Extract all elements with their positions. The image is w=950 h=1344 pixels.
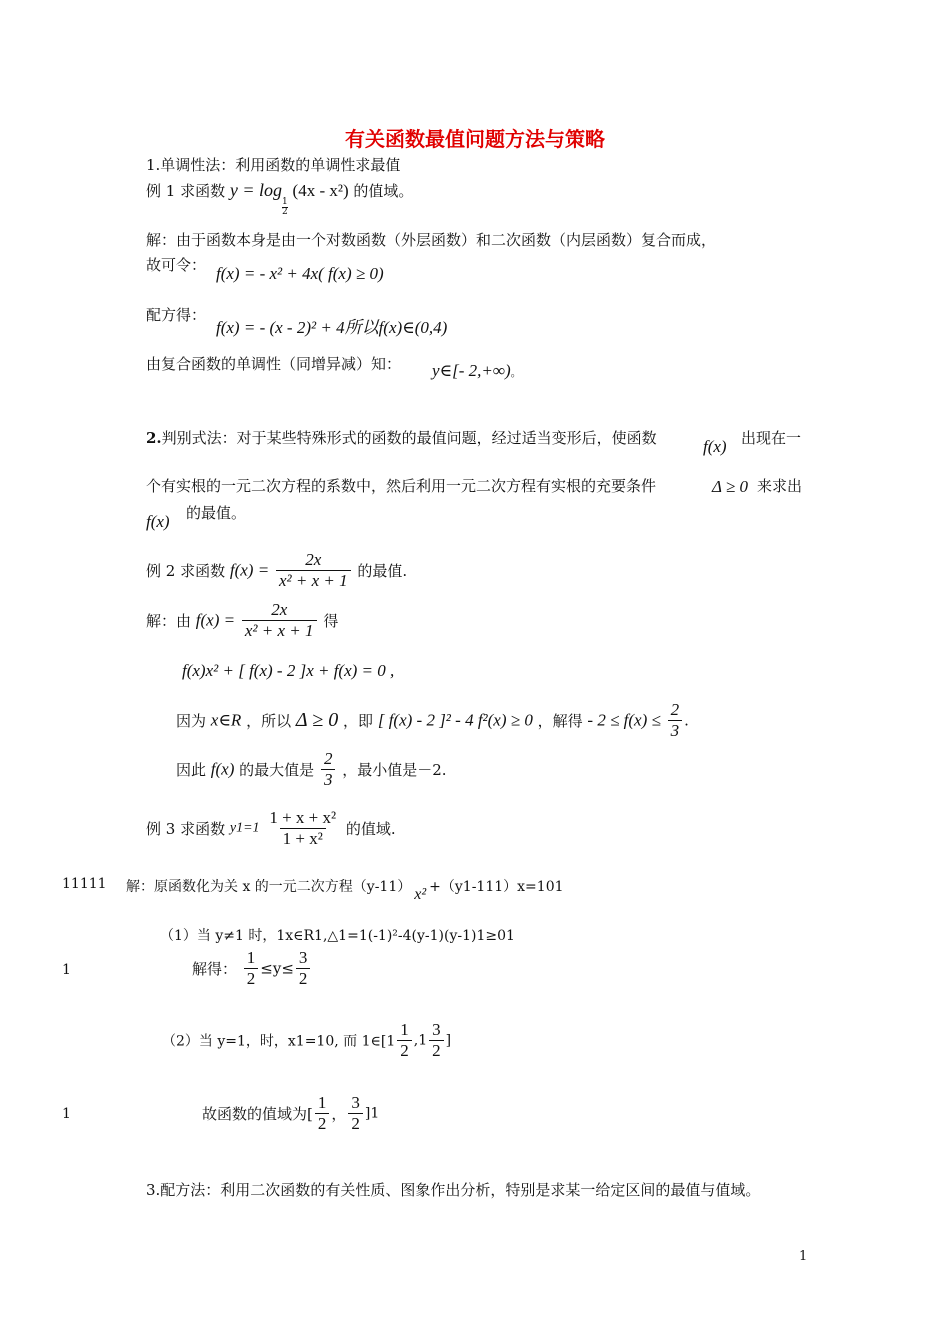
section2-number: 2. [146, 429, 162, 447]
example1-prefix: 例 1 求函数 [146, 182, 226, 200]
example3-fraction [266, 808, 339, 849]
range-three-half-num: 3 [351, 1093, 360, 1112]
case1-half [244, 948, 259, 989]
because-solve: ，解得 [537, 711, 583, 730]
example3-den: 1 + x² [280, 828, 326, 849]
example2-prefix: 例 2 求函数 [146, 561, 226, 580]
mono-label: 由复合函数的单调性（同增异减）知： [146, 355, 402, 373]
solution2-den: x² + x + 1 [242, 620, 317, 641]
let-label: 故可令： [146, 256, 207, 274]
case2-end: ] [445, 1032, 452, 1049]
example3-num: 1 + x + x² [269, 808, 337, 827]
example1-suffix: 的值域。 [353, 182, 414, 200]
example3-x2: x² [414, 886, 427, 903]
example1-arg: (4x - x²) [292, 181, 349, 200]
case2-prefix: （2）当 y=1，时，x1=10, 而 1∈[1 [162, 1033, 396, 1050]
because-result: - 2 ≤ f(x) ≤ [587, 710, 661, 730]
example1-formula: y = log [229, 180, 283, 200]
example3-sol-tail: +（y1-111）x=101 [429, 879, 564, 895]
page-title: 有关函数最值问题方法与策略 [345, 127, 605, 151]
solution2-line [146, 600, 338, 641]
because-delta: Δ ≥ 0 [295, 708, 339, 731]
example3-suffix: 的值域. [345, 819, 396, 838]
solution2-num: 2x [271, 600, 288, 619]
result1 [432, 361, 522, 381]
section2-line2: 个有实根的一元二次方程的系数中，然后利用一元二次方程有实根的充要条件 [146, 477, 657, 495]
section2-line2-tail: 来求出 [757, 477, 803, 495]
equation1: f(x)x² + [ f(x) - 2 ]x + f(x) = 0 , [182, 661, 395, 680]
page-number: 1 [799, 1249, 808, 1264]
example3-sol-text: 解：原函数化为关 x 的一元二次方程（y-11） [126, 879, 412, 895]
therefore-frac-den: 3 [321, 769, 336, 790]
result1-formula: y∈[- 2,+∞) [432, 361, 511, 380]
therefore-line [176, 749, 447, 790]
range-three-half [348, 1093, 363, 1134]
case1-marker: 1 [62, 962, 71, 978]
section2-fx: f(x) [703, 437, 727, 456]
section1-heading: 1.单调性法：利用函数的单调性求最值 [146, 156, 401, 174]
case1-half-num: 1 [246, 948, 256, 967]
example2-den: x² + x + 1 [276, 570, 351, 591]
case2-three-half-den: 2 [429, 1040, 444, 1061]
solution2-suffix: 得 [323, 611, 339, 630]
case2-half [397, 1020, 412, 1061]
case2-three-half-num: 3 [432, 1020, 441, 1039]
result1-end: 。 [510, 366, 522, 379]
solution2-lhs: f(x) = [195, 610, 236, 630]
section2-fx2: f(x) [146, 512, 170, 531]
example3-y: y1=1 [229, 820, 260, 836]
therefore-fx: f(x) [210, 759, 235, 779]
delta-condition: Δ ≥ 0 [712, 477, 749, 496]
example3-marker: 11111 [62, 876, 107, 892]
example2-lhs: f(x) = [229, 560, 270, 580]
range-end: ]1 [364, 1105, 380, 1122]
let-formula: f(x) = - x² + 4x( f(x) ≥ 0) [216, 264, 384, 283]
case2-line [162, 1020, 451, 1061]
range-three-half-den: 2 [348, 1113, 363, 1134]
case1-result [192, 948, 312, 989]
section2-text: 判别式法：对于某些特殊形式的函数的最值问题，经过适当变形后，使函数 [161, 429, 657, 447]
because-prefix: 因为 [176, 711, 207, 730]
because-fraction [668, 700, 683, 741]
complete-formula: f(x) = - (x - 2)² + 4所以f(x)∈(0,4) [216, 318, 448, 337]
range-half-den: 2 [315, 1113, 330, 1134]
case2-half-num: 1 [400, 1020, 409, 1039]
therefore-frac-num: 2 [323, 749, 333, 768]
log-base [282, 198, 288, 217]
example2-suffix: 的最值. [357, 561, 408, 580]
because-mid: ，所以 [246, 711, 292, 730]
case2-half-den: 2 [397, 1040, 412, 1061]
example3-prefix: 例 3 求函数 [146, 819, 226, 838]
case1-mid: ≤y≤ [260, 959, 294, 978]
therefore-tail: ，最小值是－2. [342, 760, 447, 779]
section3-heading: 3.配方法：利用二次函数的有关性质、图象作出分析，特别是求某一给定区间的最值与值域。 [146, 1181, 761, 1199]
therefore-fraction [321, 749, 336, 790]
section2-heading [146, 427, 657, 448]
because-frac-den: 3 [668, 720, 683, 741]
range-half-num: 1 [317, 1093, 327, 1112]
case2-sep: ,1 [413, 1032, 428, 1049]
therefore-mid: 的最大值是 [239, 760, 315, 779]
case1-three-half [296, 948, 311, 989]
example2 [146, 550, 407, 591]
case1-three-half-num: 3 [298, 948, 308, 967]
range-marker: 1 [62, 1106, 71, 1122]
case1-label: 解得： [192, 959, 238, 978]
example3-solution [126, 876, 564, 903]
example3 [146, 808, 396, 849]
range-sep: ， [331, 1104, 347, 1123]
because-line: 因为 x∈R ，所以 Δ ≥ 0 ，即 [ f(x) - 2 ]² - 4 f²(x) ≥ 0 ，解得 - 2 ≤ f(x) ≤ $\frac{2}{3}$ . [176, 700, 689, 740]
section2-tail: 出现在一 [741, 429, 802, 447]
log-base-num: 1 [282, 197, 288, 207]
because-ineq: [ f(x) - 2 ]² - 4 f²(x) ≥ 0 [377, 710, 533, 730]
because-ji: ，即 [343, 711, 374, 730]
log-base-den: 2 [282, 207, 288, 217]
case2-three-half [429, 1020, 444, 1061]
range-line [202, 1093, 379, 1134]
because-frac-num: 2 [670, 700, 680, 719]
solution2-prefix: 解：由 [146, 611, 192, 630]
range-half [315, 1093, 330, 1134]
range-prefix: 故函数的值域为[ [202, 1104, 313, 1123]
example2-num: 2x [305, 550, 322, 569]
because-x: x∈R [210, 710, 242, 730]
case1-line: （1）当 y≠1 时，1x∈R1,△1=1(-1)²-4(y-1)(y-1)1≥01 [160, 928, 515, 944]
example2-fraction [276, 550, 351, 591]
complete-label: 配方得： [146, 306, 207, 324]
section2-line3: 的最值。 [186, 504, 247, 522]
solution1-line: 解：由于函数本身是由一个对数函数（外层函数）和二次函数（内层函数）复合而成， [146, 231, 717, 249]
solution2-fraction [242, 600, 317, 641]
case1-half-den: 2 [244, 968, 259, 989]
case1-three-half-den: 2 [296, 968, 311, 989]
therefore-prefix: 因此 [176, 760, 207, 779]
example1 [146, 180, 413, 217]
